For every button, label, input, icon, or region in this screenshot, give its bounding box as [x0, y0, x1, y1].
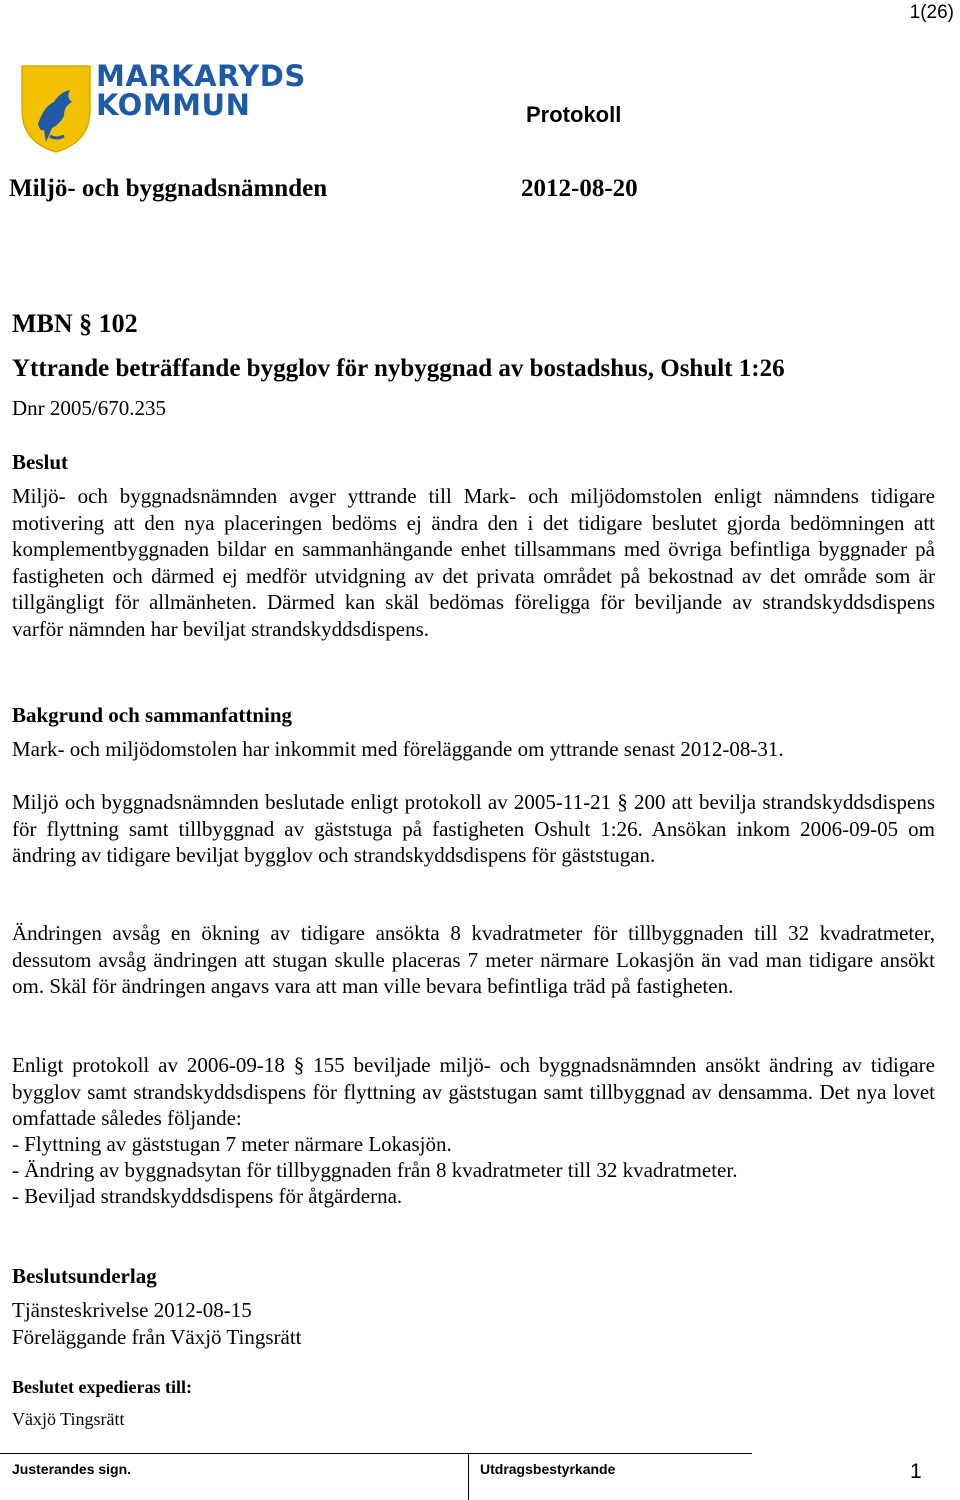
list-item: - Flyttning av gäststugan 7 meter närmare Lokasjön. [12, 1132, 452, 1156]
section-title: Yttrande beträffande bygglov för nybyggnad av bostadshus, Oshult 1:26 [12, 355, 785, 382]
beslut-text: Miljö- och byggnadsnämnden avger yttrande till Mark- och miljödomstolen enligt nämndens tidigare motivering att den nya placeringen bedöms ej ändra den i det tidigare beslutet gjorda bedömningen att komplementbyggnaden bildar en sammanhängande enhet tillsammans med övriga befintliga byggnader på fastigheten och därmed ej medför utvidgning av det privata området på bekostnad av det område som är tillgängligt för allmänheten. Därmed kan skäl bedömas föreligga för beviljande av strandskyddsdispens varför nämnden har beviljat strandskyddsdispens. [12, 484, 935, 641]
expedieras-heading: Beslutet expedieras till: [12, 1377, 192, 1397]
committee-name: Miljö- och byggnadsnämnden [9, 175, 328, 202]
list-item: - Beviljad strandskyddsdispens för åtgärderna. [12, 1184, 403, 1208]
bakgrund-paragraph-2: Miljö och byggnadsnämnden beslutade enligt protokoll av 2005-11-21 § 200 att bevilja strandskyddsdispens för flyttning samt tillbyggnad av gäststuga på fastigheten Oshult 1:26. Ansökan inkom 2006-09-05 om ändring av tidigare beviljat bygglov och strandskyddsdispens för gäststugan. [12, 790, 935, 868]
meeting-date: 2012-08-20 [521, 175, 638, 202]
list-item: - Ändring av byggnadsytan för tillbyggnaden från 8 kvadratmeter till 32 kvadratmeter. [12, 1158, 738, 1182]
footer-page-number: 1 [910, 1460, 922, 1483]
expedieras-recipient: Växjö Tingsrätt [12, 1409, 125, 1429]
page-number: 1(26) [909, 2, 954, 23]
bakgrund-heading: Bakgrund och sammanfattning [12, 703, 293, 727]
bakgrund-paragraph-3: Ändringen avsåg en ökning av tidigare ansökta 8 kvadratmeter för tillbyggnaden till 32 kvadratmeter, dessutom avsåg ändringen att stugan skulle placeras 7 meter närmare Lokasjön än vad man tidigare ansökt om. Skäl för ändringen angavs vara att man ville bevara befintliga träd på fastigheten. [12, 921, 935, 999]
underlag-item: Tjänsteskrivelse 2012-08-15 [12, 1298, 252, 1322]
footer-justerandes: Justerandes sign. [12, 1461, 132, 1477]
logo-line-2: KOMMUN [96, 88, 251, 122]
diary-number: Dnr 2005/670.235 [12, 396, 166, 420]
logo-line-1: MARKARYDS [96, 59, 306, 93]
bakgrund-paragraph-1: Mark- och miljödomstolen har inkommit med föreläggande om yttrande senast 2012-08-31. [12, 737, 784, 761]
document-type: Protokoll [526, 102, 622, 127]
footer-separator [468, 1453, 469, 1500]
section-number: MBN § 102 [12, 309, 138, 338]
footer-divider [0, 1453, 752, 1454]
bakgrund-paragraph-4: Enligt protokoll av 2006-09-18 § 155 beviljade miljö- och byggnadsnämnden ansökt ändring av tidigare bygglov samt strandskyddsdispens för flyttning av gäststugan samt tillbyggnad av densamma. Det nya lovet omfattade således följande: [12, 1053, 935, 1131]
logo-text [96, 59, 306, 122]
footer-utdrag: Utdragsbestyrkande [480, 1461, 616, 1477]
beslutsunderlag-heading: Beslutsunderlag [12, 1264, 157, 1288]
underlag-item: Föreläggande från Växjö Tingsrätt [12, 1325, 302, 1349]
beslut-heading: Beslut [12, 450, 69, 474]
